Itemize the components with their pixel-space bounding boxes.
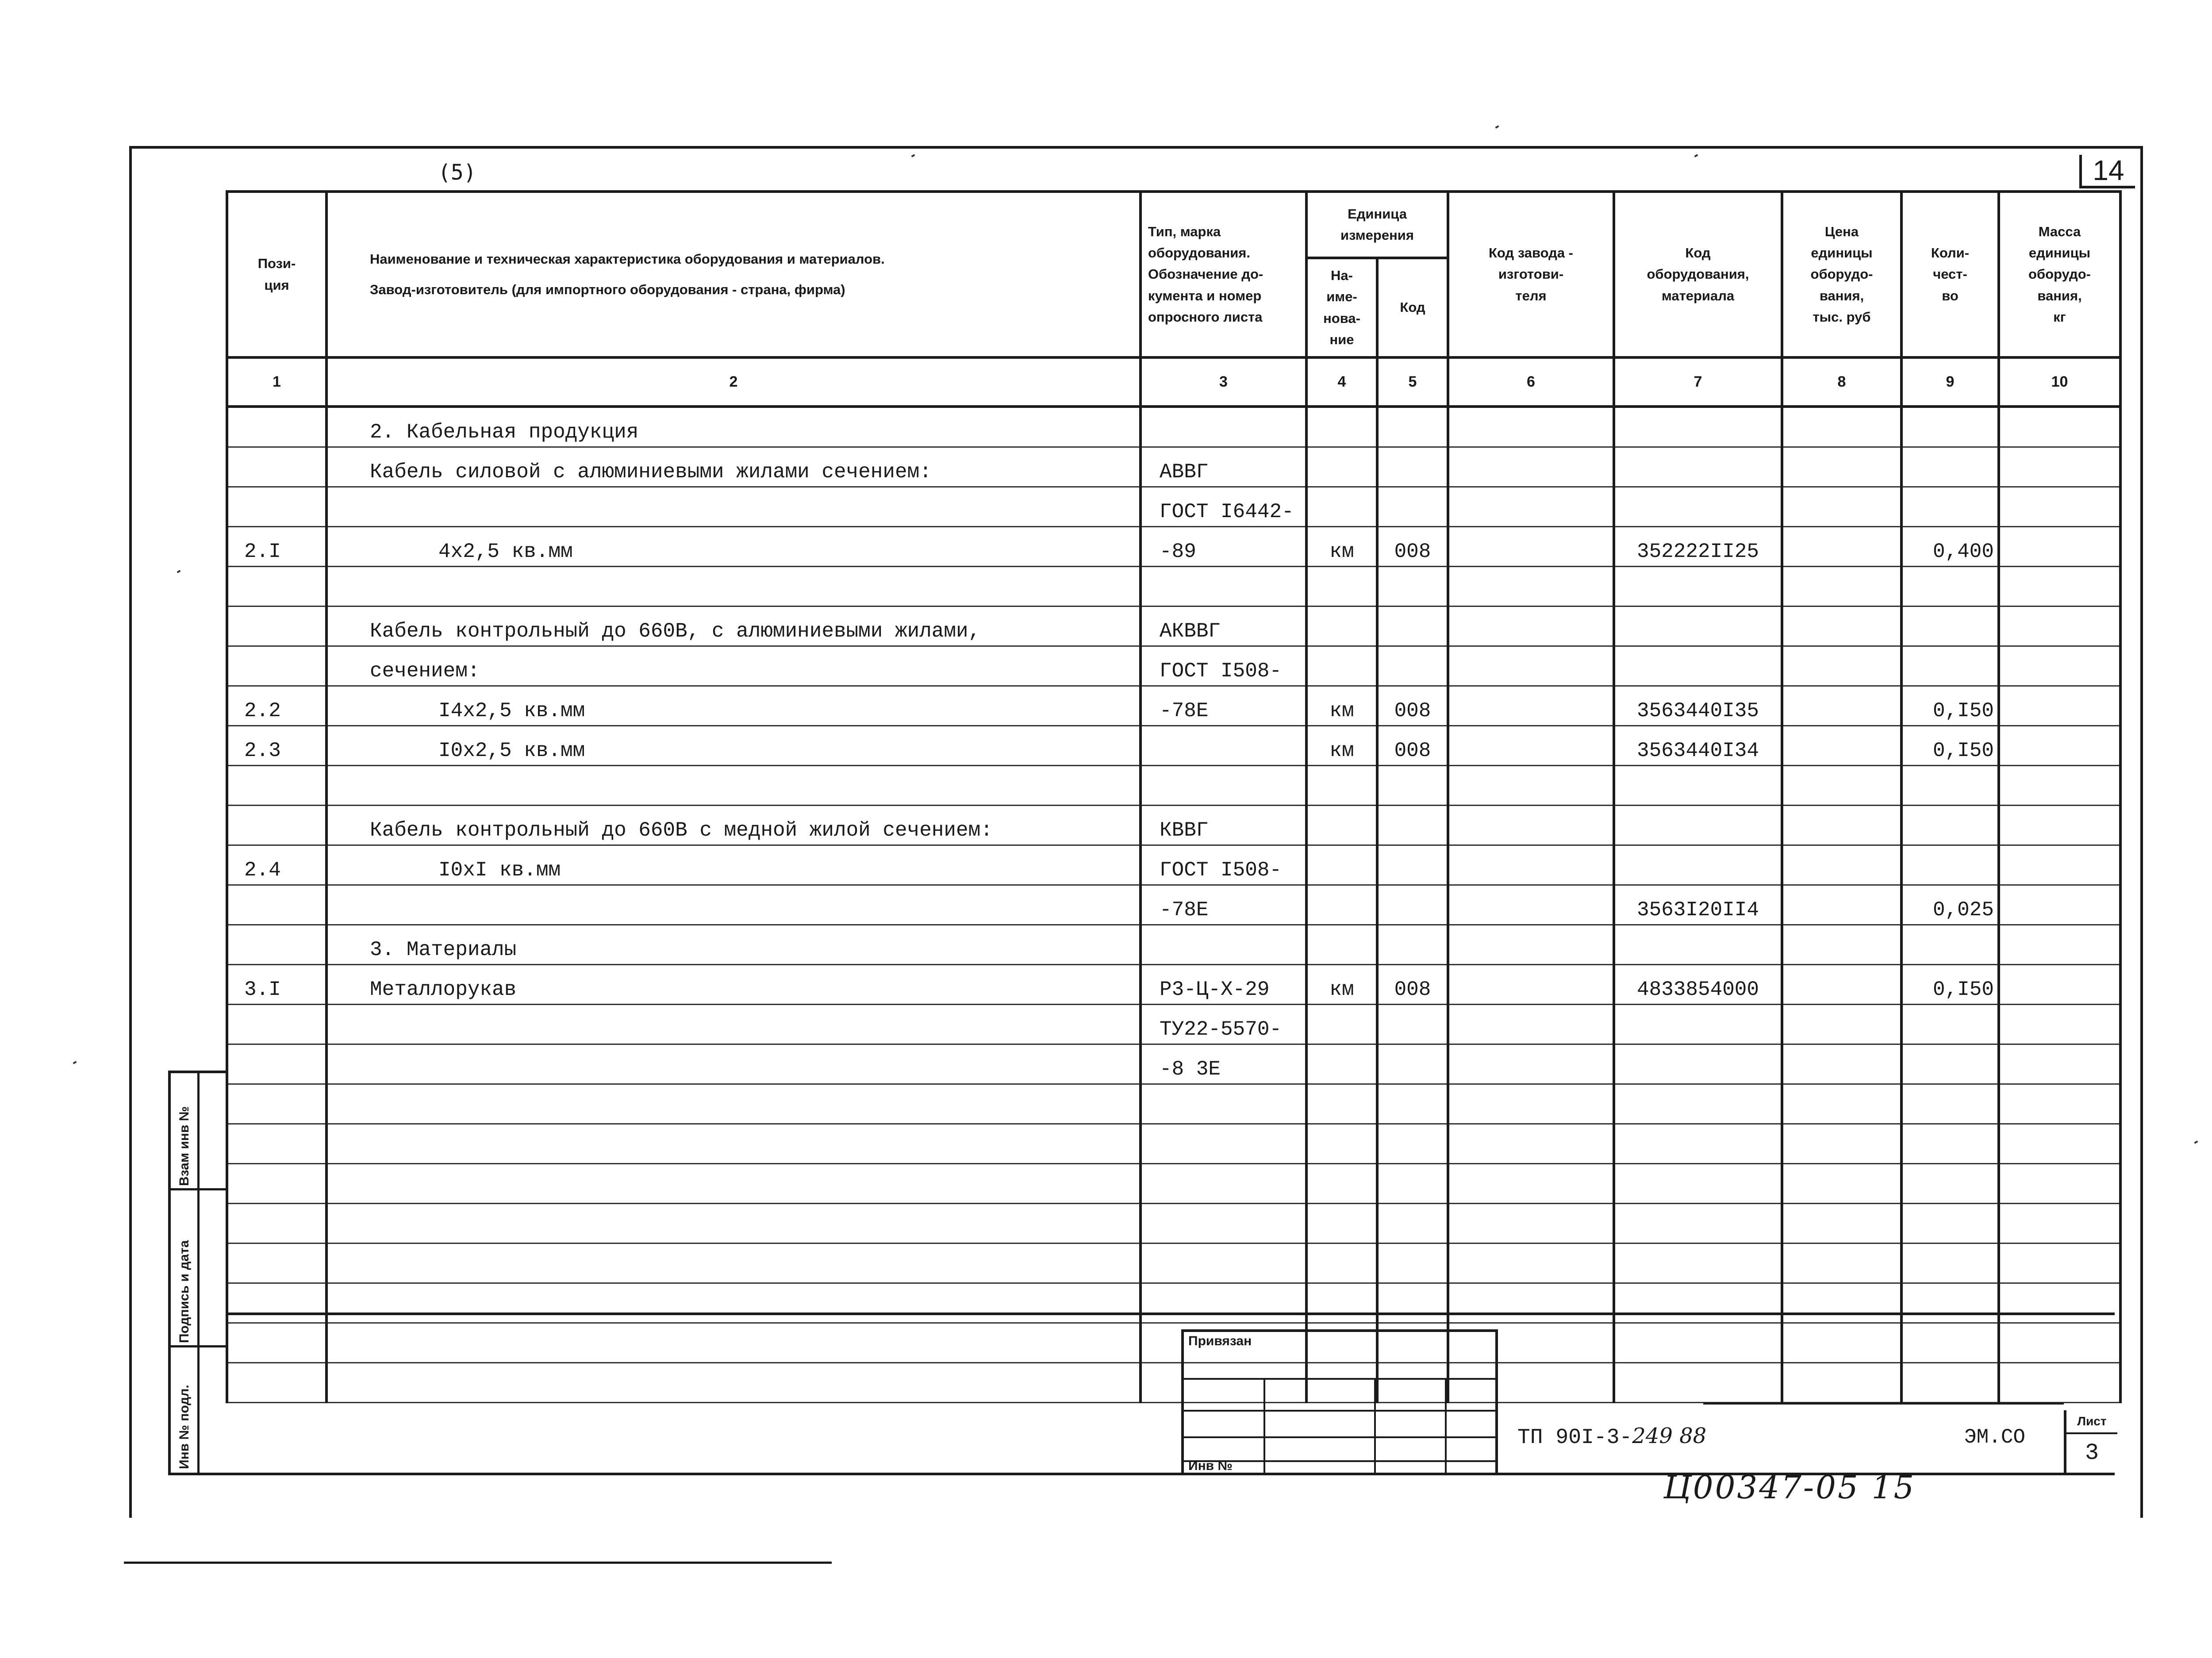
price-cell	[1782, 567, 1901, 606]
name-cell: Кабель контрольный до 660В с медной жилой сечением:	[326, 806, 1141, 845]
maker-code-cell	[1448, 606, 1614, 646]
table-row	[227, 1164, 2120, 1204]
price-cell	[1782, 1005, 1901, 1044]
unit-name-cell: км	[1306, 686, 1377, 726]
col-header-maker-code: Код завода - изготови- теля	[1448, 192, 1614, 357]
sheet-box	[2064, 1410, 2117, 1473]
unit-name-cell	[1306, 1244, 1377, 1283]
maker-code-cell	[1448, 885, 1614, 925]
type-cell	[1141, 726, 1306, 766]
position-cell: 3.I	[227, 965, 326, 1005]
price-cell	[1782, 447, 1901, 487]
equipment-code-cell: 3563440I34	[1614, 726, 1782, 766]
price-cell	[1782, 527, 1901, 567]
quantity-cell	[1901, 606, 1999, 646]
name-cell	[326, 1204, 1141, 1244]
price-cell	[1782, 925, 1901, 965]
name-cell: Металлорукав	[326, 965, 1141, 1005]
equipment-code-cell	[1614, 487, 1782, 527]
unit-name-cell: км	[1306, 726, 1377, 766]
maker-code-cell	[1448, 646, 1614, 686]
mass-cell	[1999, 1084, 2120, 1124]
table-row	[227, 925, 2120, 965]
col-header-type: Тип, марка оборудования. Обозначение до- кумента и номер опросного листа	[1141, 192, 1306, 357]
unit-name-cell: км	[1306, 965, 1377, 1005]
quantity-cell	[1901, 1044, 1999, 1084]
position-cell: 2.I	[227, 527, 326, 567]
position-cell	[227, 925, 326, 965]
unit-code-cell	[1377, 1044, 1448, 1084]
position-cell: 2.3	[227, 726, 326, 766]
col-header-mass: Масса единицы оборудо- вания, кг	[1999, 192, 2120, 357]
title-block-area	[226, 1313, 2115, 1475]
table-row	[227, 845, 2120, 885]
table-row	[227, 726, 2120, 766]
equipment-code-cell	[1614, 925, 1782, 965]
unit-name-cell	[1306, 1084, 1377, 1124]
table-row	[227, 487, 2120, 527]
specification-table	[226, 190, 2122, 1403]
maker-code-cell	[1448, 447, 1614, 487]
quantity-cell	[1901, 407, 1999, 447]
position-cell	[227, 1204, 326, 1244]
equipment-code-cell: 3563I20II4	[1614, 885, 1782, 925]
unit-code-cell	[1377, 407, 1448, 447]
name-cell	[326, 885, 1141, 925]
equipment-code-cell: 352222II25	[1614, 527, 1782, 567]
equipment-code-cell	[1614, 1164, 1782, 1204]
linked-label: Привязан	[1188, 1334, 1252, 1348]
inventory-label: Инв №	[1188, 1458, 1233, 1473]
maker-code-cell	[1448, 845, 1614, 885]
type-cell	[1141, 567, 1306, 606]
quantity-cell	[1901, 1084, 1999, 1124]
price-cell	[1782, 1204, 1901, 1244]
mass-cell	[1999, 447, 2120, 487]
equipment-code-cell	[1614, 845, 1782, 885]
mass-cell	[1999, 925, 2120, 965]
unit-code-cell	[1377, 1164, 1448, 1204]
mass-cell	[1999, 1244, 2120, 1283]
equipment-code-cell	[1614, 1044, 1782, 1084]
price-cell	[1782, 885, 1901, 925]
type-cell: КВВГ	[1141, 806, 1306, 845]
price-cell	[1782, 1244, 1901, 1283]
quantity-cell	[1901, 447, 1999, 487]
equipment-code-cell	[1614, 1124, 1782, 1164]
col-header-unit-group: Единица измерения	[1306, 192, 1448, 258]
unit-code-cell	[1377, 1124, 1448, 1164]
position-cell	[227, 606, 326, 646]
table-row	[227, 447, 2120, 487]
unit-name-cell	[1306, 845, 1377, 885]
type-cell	[1141, 1204, 1306, 1244]
type-cell	[1141, 1124, 1306, 1164]
mass-cell	[1999, 965, 2120, 1005]
quantity-cell: 0,025	[1901, 885, 1999, 925]
equipment-code-cell	[1614, 407, 1782, 447]
unit-name-cell	[1306, 1044, 1377, 1084]
type-cell	[1141, 766, 1306, 806]
position-cell	[227, 567, 326, 606]
quantity-cell	[1901, 766, 1999, 806]
price-cell	[1782, 726, 1901, 766]
position-cell	[227, 1164, 326, 1204]
name-cell: Кабель силовой с алюминиевыми жилами сечением:	[326, 447, 1141, 487]
price-cell	[1782, 487, 1901, 527]
quantity-cell: 0,I50	[1901, 686, 1999, 726]
name-cell	[326, 1005, 1141, 1044]
price-cell	[1782, 1124, 1901, 1164]
table-row	[227, 1005, 2120, 1044]
equipment-code-cell	[1614, 646, 1782, 686]
sheet-number: 3	[2085, 1440, 2099, 1466]
position-cell	[227, 487, 326, 527]
column-number: 9	[1901, 357, 1999, 407]
maker-code-cell	[1448, 487, 1614, 527]
unit-name-cell	[1306, 806, 1377, 845]
column-number: 6	[1448, 357, 1614, 407]
mass-cell	[1999, 845, 2120, 885]
position-cell	[227, 1244, 326, 1283]
quantity-cell	[1901, 646, 1999, 686]
maker-code-cell	[1448, 766, 1614, 806]
column-number: 8	[1782, 357, 1901, 407]
unit-name-cell: км	[1306, 527, 1377, 567]
unit-code-cell: 008	[1377, 726, 1448, 766]
equipment-code-cell	[1614, 1204, 1782, 1244]
original-inventory-label: Инв № подл.	[177, 1385, 192, 1469]
mass-cell	[1999, 527, 2120, 567]
type-cell	[1141, 1244, 1306, 1283]
table-row	[227, 885, 2120, 925]
signature-date-label: Подпись и дата	[177, 1240, 192, 1343]
col-header-equipment-code: Код оборудования, материала	[1614, 192, 1782, 357]
table-row	[227, 806, 2120, 845]
quantity-cell: 0,I50	[1901, 726, 1999, 766]
mass-cell	[1999, 487, 2120, 527]
unit-name-cell	[1306, 606, 1377, 646]
column-number: 1	[227, 357, 326, 407]
position-cell	[227, 1124, 326, 1164]
price-cell	[1782, 646, 1901, 686]
type-cell: Р3-Ц-Х-29	[1141, 965, 1306, 1005]
table-row	[227, 686, 2120, 726]
maker-code-cell	[1448, 527, 1614, 567]
maker-code-cell	[1448, 806, 1614, 845]
type-cell: ТУ22-5570-	[1141, 1005, 1306, 1044]
maker-code-cell	[1448, 1124, 1614, 1164]
maker-code-cell	[1448, 1044, 1614, 1084]
unit-code-cell	[1377, 1005, 1448, 1044]
maker-code-cell	[1448, 1164, 1614, 1204]
unit-name-cell	[1306, 407, 1377, 447]
maker-code-cell	[1448, 567, 1614, 606]
name-cell	[326, 1164, 1141, 1204]
price-cell	[1782, 1164, 1901, 1204]
equipment-code-cell	[1614, 1084, 1782, 1124]
position-cell: 2.4	[227, 845, 326, 885]
quantity-cell: 0,I50	[1901, 965, 1999, 1005]
table-row	[227, 606, 2120, 646]
position-cell	[227, 407, 326, 447]
type-cell: АВВГ	[1141, 447, 1306, 487]
equipment-code-cell	[1614, 447, 1782, 487]
unit-code-cell	[1377, 567, 1448, 606]
equipment-code-cell	[1614, 1005, 1782, 1044]
unit-name-cell	[1306, 646, 1377, 686]
table-row	[227, 1244, 2120, 1283]
mass-cell	[1999, 606, 2120, 646]
maker-code-cell	[1448, 1244, 1614, 1283]
unit-name-cell	[1306, 1204, 1377, 1244]
mass-cell	[1999, 567, 2120, 606]
handwritten-archive-code: Ц00347-05 15	[1663, 1469, 1916, 1506]
mass-cell	[1999, 1204, 2120, 1244]
unit-name-cell	[1306, 487, 1377, 527]
name-cell: I0x2,5 кв.мм	[326, 726, 1141, 766]
price-cell	[1782, 766, 1901, 806]
unit-name-cell	[1306, 1124, 1377, 1164]
price-cell	[1782, 845, 1901, 885]
unit-code-cell	[1377, 885, 1448, 925]
quantity-cell	[1901, 1164, 1999, 1204]
unit-name-cell	[1306, 766, 1377, 806]
price-cell	[1782, 806, 1901, 845]
maker-code-cell	[1448, 1005, 1614, 1044]
table-row	[227, 567, 2120, 606]
document-class: ЭМ.СО	[1964, 1426, 2026, 1449]
name-cell: I4x2,5 кв.мм	[326, 686, 1141, 726]
equipment-code-cell	[1614, 806, 1782, 845]
bottom-edge-line	[124, 1562, 832, 1564]
price-cell	[1782, 1084, 1901, 1124]
table-row	[227, 965, 2120, 1005]
name-cell: 2. Кабельная продукция	[326, 407, 1141, 447]
table-row	[227, 407, 2120, 447]
table-row	[227, 1124, 2120, 1164]
price-cell	[1782, 407, 1901, 447]
type-cell: -78Е	[1141, 885, 1306, 925]
position-cell	[227, 806, 326, 845]
name-cell	[326, 766, 1141, 806]
quantity-cell	[1901, 567, 1999, 606]
position-cell	[227, 1084, 326, 1124]
maker-code-cell	[1448, 925, 1614, 965]
price-cell	[1782, 1044, 1901, 1084]
type-cell: -78Е	[1141, 686, 1306, 726]
unit-code-cell: 008	[1377, 527, 1448, 567]
unit-code-cell	[1377, 766, 1448, 806]
equipment-code-cell: 4833854000	[1614, 965, 1782, 1005]
table-row	[227, 766, 2120, 806]
table-row	[227, 1084, 2120, 1124]
quantity-cell	[1901, 1005, 1999, 1044]
column-number: 2	[326, 357, 1141, 407]
position-cell	[227, 646, 326, 686]
column-number: 4	[1306, 357, 1377, 407]
quantity-cell	[1901, 806, 1999, 845]
type-cell: ГОСТ I6442-	[1141, 487, 1306, 527]
col-header-unit-code: Код	[1377, 258, 1448, 357]
sheet-corner-number: 14	[2079, 155, 2135, 188]
name-cell: сечением:	[326, 646, 1141, 686]
unit-code-cell: 008	[1377, 965, 1448, 1005]
unit-name-cell	[1306, 447, 1377, 487]
type-cell	[1141, 1164, 1306, 1204]
name-cell	[326, 567, 1141, 606]
price-cell	[1782, 606, 1901, 646]
type-cell: -8 3Е	[1141, 1044, 1306, 1084]
type-cell	[1141, 1084, 1306, 1124]
col-header-position: Пози- ция	[227, 192, 326, 357]
equipment-code-cell	[1614, 606, 1782, 646]
unit-name-cell	[1306, 567, 1377, 606]
unit-code-cell	[1377, 447, 1448, 487]
position-cell	[227, 1044, 326, 1084]
maker-code-cell	[1448, 407, 1614, 447]
equipment-code-cell	[1614, 567, 1782, 606]
unit-code-cell	[1377, 487, 1448, 527]
quantity-cell	[1901, 487, 1999, 527]
mass-cell	[1999, 1164, 2120, 1204]
column-number: 3	[1141, 357, 1306, 407]
mass-cell	[1999, 1005, 2120, 1044]
quantity-cell	[1901, 1244, 1999, 1283]
col-header-price: Цена единицы оборудо- вания, тыс. руб	[1782, 192, 1901, 357]
type-cell: АКВВГ	[1141, 606, 1306, 646]
quantity-cell	[1901, 1124, 1999, 1164]
position-cell	[227, 766, 326, 806]
replacement-inventory-label: Взам инв №	[177, 1106, 192, 1186]
table-row	[227, 527, 2120, 567]
mass-cell	[1999, 806, 2120, 845]
quantity-cell	[1901, 925, 1999, 965]
linked-stamp	[1181, 1329, 1498, 1475]
mass-cell	[1999, 885, 2120, 925]
type-cell: -89	[1141, 527, 1306, 567]
mass-cell	[1999, 1044, 2120, 1084]
name-cell: 4x2,5 кв.мм	[326, 527, 1141, 567]
mass-cell	[1999, 686, 2120, 726]
quantity-cell	[1901, 1204, 1999, 1244]
name-cell	[326, 1124, 1141, 1164]
unit-code-cell	[1377, 1204, 1448, 1244]
sheet-label: Лист	[2066, 1410, 2117, 1434]
table-row	[227, 1204, 2120, 1244]
type-cell: ГОСТ I508-	[1141, 646, 1306, 686]
mass-cell	[1999, 766, 2120, 806]
maker-code-cell	[1448, 726, 1614, 766]
unit-name-cell	[1306, 885, 1377, 925]
price-cell	[1782, 965, 1901, 1005]
type-cell	[1141, 925, 1306, 965]
sequence-label: (5)	[438, 160, 476, 185]
type-cell: ГОСТ I508-	[1141, 845, 1306, 885]
column-number: 10	[1999, 357, 2120, 407]
unit-code-cell	[1377, 1244, 1448, 1283]
table-row	[227, 1044, 2120, 1084]
document-designation: ТП 90I-3-249 88	[1517, 1424, 1707, 1450]
col-header-quantity: Коли- чест- во	[1901, 192, 1999, 357]
mass-cell	[1999, 726, 2120, 766]
equipment-code-cell	[1614, 1244, 1782, 1283]
mass-cell	[1999, 407, 2120, 447]
maker-code-cell	[1448, 686, 1614, 726]
equipment-code-cell: 3563440I35	[1614, 686, 1782, 726]
name-cell	[326, 487, 1141, 527]
name-cell: 3. Материалы	[326, 925, 1141, 965]
quantity-cell	[1901, 845, 1999, 885]
column-number: 5	[1377, 357, 1448, 407]
col-header-name: Наименование и техническая характеристика оборудования и материалов. Завод-изготовитель (для импортного оборудования - страна, фирма)	[326, 192, 1141, 357]
col-header-unit-name: На- име- нова- ние	[1306, 258, 1377, 357]
side-signature-strip	[168, 1071, 228, 1475]
unit-code-cell	[1377, 806, 1448, 845]
unit-code-cell	[1377, 606, 1448, 646]
unit-name-cell	[1306, 925, 1377, 965]
mass-cell	[1999, 1124, 2120, 1164]
name-cell: Кабель контрольный до 660В, с алюминиевыми жилами,	[326, 606, 1141, 646]
equipment-code-cell	[1614, 766, 1782, 806]
unit-name-cell	[1306, 1164, 1377, 1204]
position-cell	[227, 1005, 326, 1044]
position-cell: 2.2	[227, 686, 326, 726]
maker-code-cell	[1448, 1084, 1614, 1124]
unit-code-cell: 008	[1377, 686, 1448, 726]
unit-code-cell	[1377, 646, 1448, 686]
unit-code-cell	[1377, 845, 1448, 885]
column-number: 7	[1614, 357, 1782, 407]
name-cell	[326, 1044, 1141, 1084]
position-cell	[227, 885, 326, 925]
table-row	[227, 646, 2120, 686]
maker-code-cell	[1448, 965, 1614, 1005]
maker-code-cell	[1448, 1204, 1614, 1244]
mass-cell	[1999, 646, 2120, 686]
unit-code-cell	[1377, 925, 1448, 965]
name-cell	[326, 1244, 1141, 1283]
unit-code-cell	[1377, 1084, 1448, 1124]
quantity-cell: 0,400	[1901, 527, 1999, 567]
unit-name-cell	[1306, 1005, 1377, 1044]
price-cell	[1782, 686, 1901, 726]
name-cell: I0xI кв.мм	[326, 845, 1141, 885]
type-cell	[1141, 407, 1306, 447]
name-cell	[326, 1084, 1141, 1124]
position-cell	[227, 447, 326, 487]
